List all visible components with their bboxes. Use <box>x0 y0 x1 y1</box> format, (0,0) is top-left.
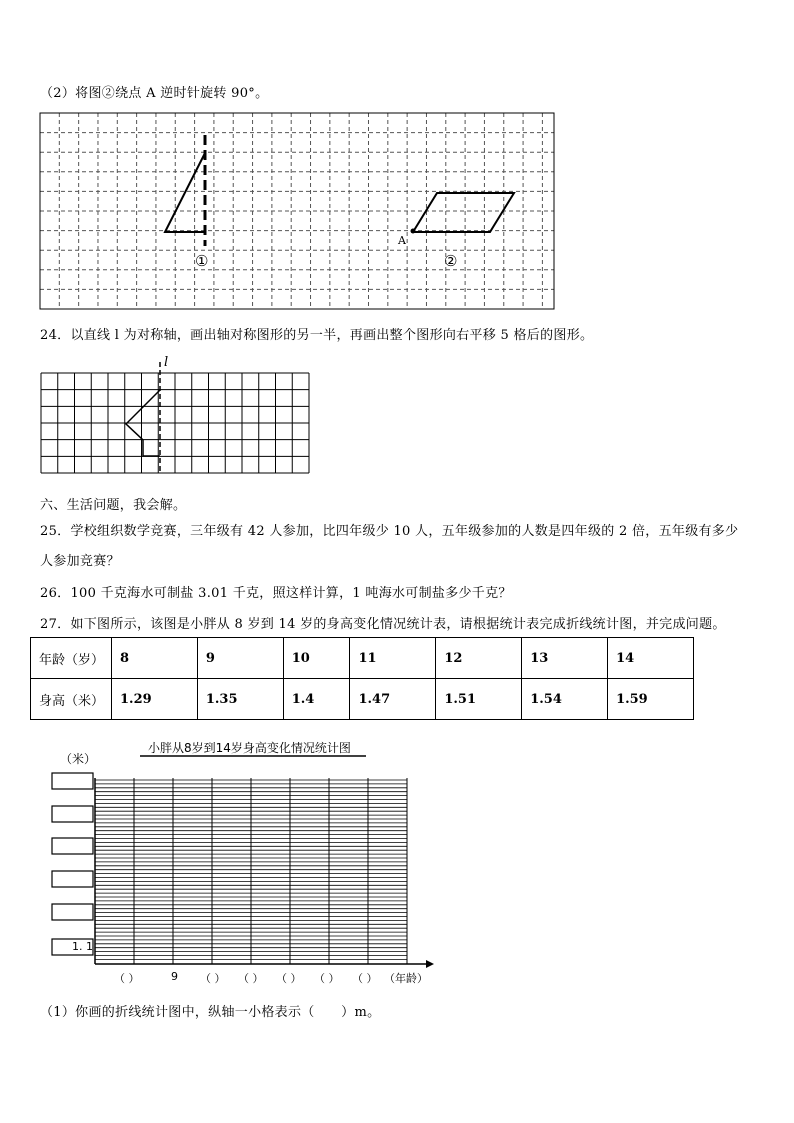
q26-text: 26．100 千克海水可制盐 3.01 千克，照这样计算，1 吨海水可制盐多少千克？ <box>40 586 512 601</box>
age-cell: 14 <box>608 638 694 679</box>
age-cell: 11 <box>350 638 436 679</box>
y-label-box <box>52 838 93 854</box>
q25-line1: 25．学校组织数学竞赛，三年级有 42 人参加，比四年级少 10 人，五年级参加的人数是四年级的 2 倍，五年级有多少 <box>40 524 739 539</box>
x-axis-arrow <box>426 960 434 968</box>
y-label-box <box>52 939 93 955</box>
x-label: （ ） <box>200 972 226 985</box>
age-row-header: 年龄（岁） <box>31 638 112 679</box>
x-unit: （年龄） <box>384 972 428 985</box>
q25-line2: 人参加竞赛？ <box>40 554 120 569</box>
height-cell: 1.4 <box>283 679 350 720</box>
age-cell: 9 <box>197 638 283 679</box>
x-label: （ ） <box>352 972 378 985</box>
height-cell: 1.59 <box>608 679 694 720</box>
chart-title: 小胖从8岁到14岁身高变化情况统计图 <box>148 741 351 755</box>
point-a-label: A <box>398 234 406 247</box>
height-cell: 1.54 <box>522 679 608 720</box>
height-cell: 1.35 <box>197 679 283 720</box>
height-cell: 1.29 <box>112 679 198 720</box>
height-cell: 1.51 <box>436 679 522 720</box>
age-cell: 13 <box>522 638 608 679</box>
chart-y-bottom-label: 1. 1 <box>72 940 93 953</box>
height-cell: 1.47 <box>350 679 436 720</box>
section-6-heading: 六、生活问题，我会解。 <box>40 498 187 513</box>
q27-text: 27．如下图所示，该图是小胖从 8 岁到 14 岁的身高变化情况统计表，请根据统计表完成折线统计图，并完成问题。 <box>40 617 726 632</box>
x-label: （ ） <box>276 972 302 985</box>
y-label-box <box>52 904 93 920</box>
x-label: （ ） <box>238 972 264 985</box>
axis-label: l <box>164 355 169 370</box>
height-row-header: 身高（米） <box>31 679 112 720</box>
x-label: （ ） <box>114 972 140 985</box>
y-label-box <box>52 773 93 789</box>
x-label: （ ） <box>314 972 340 985</box>
age-cell: 12 <box>436 638 522 679</box>
q27-part1: （1）你画的折线统计图中，纵轴一小格表示（ ）m。 <box>40 1005 381 1020</box>
q24-text: 24．以直线 l 为对称轴，画出轴对称图形的另一半，再画出整个图形向右平移 5 格后的图形。 <box>40 328 594 343</box>
figure-1-label: ① <box>195 252 209 270</box>
age-cell: 8 <box>112 638 198 679</box>
y-label-box <box>52 871 93 887</box>
figure-2-label: ② <box>444 252 458 270</box>
x-label: 9 <box>171 970 178 983</box>
chart-y-unit: （米） <box>60 752 97 766</box>
y-label-box <box>52 806 93 822</box>
q23-part2-text: （2）将图②绕点 A 逆时针旋转 90°。 <box>40 86 269 101</box>
age-cell: 10 <box>283 638 350 679</box>
